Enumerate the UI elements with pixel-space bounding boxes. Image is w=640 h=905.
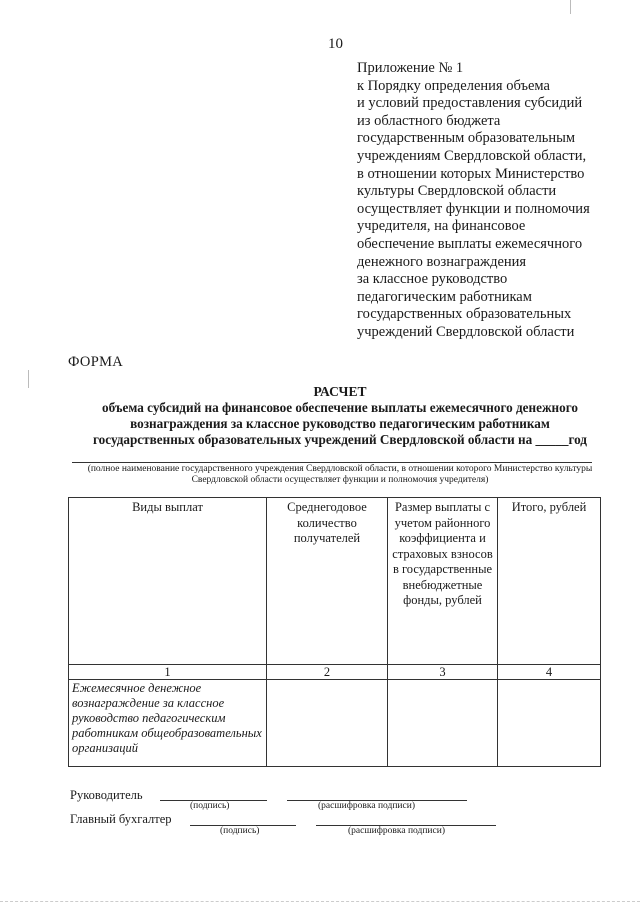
column-number: 1 [69,665,267,680]
head-decryption-caption: (расшифровка подписи) [318,801,415,811]
appendix-line: Приложение № 1 [357,60,464,76]
header-cell: Размер выплаты с учетом районного коэффициента и страховых взносов в государственные внебюджетные фонды, рублей [388,498,498,665]
header-cell: Виды выплат [69,498,267,665]
column-number-row [69,665,601,680]
appendix-line: педагогическим работникам [357,288,532,305]
appendix-line: за классное руководство [357,271,508,288]
appendix-line: государственным образовательным [357,130,576,147]
appendix-line: к Порядку определения объема [357,77,550,94]
form-label: ФОРМА [68,354,124,370]
head-label: Руководитель [70,788,143,802]
calculation-table [68,497,601,767]
head-signature-caption: (подпись) [190,801,230,811]
scan-artifact [570,0,571,14]
table-row [69,680,601,767]
accountant-decryption-caption: (расшифровка подписи) [348,826,445,836]
accountant-signature-caption: (подпись) [220,826,260,836]
recipients-cell[interactable] [267,680,388,767]
appendix-line: учредителя, на финансовое [357,218,526,235]
title-heading: РАСЧЕТ [313,384,367,399]
header-cell: Итого, рублей [498,498,601,665]
title-line: государственных образовательных учреждений Свердловской области на _____год [93,432,587,447]
institution-name-line[interactable] [72,462,592,463]
column-number: 4 [498,665,601,680]
column-number: 3 [388,665,498,680]
total-cell[interactable] [498,680,601,767]
table-header-row [69,498,601,665]
appendix-line: учреждений Свердловской области [357,323,575,340]
appendix-line: в отношении которых Министерство [357,165,585,182]
appendix-line: учреждениям Свердловской области, [357,147,587,164]
appendix-line: обеспечение выплаты ежемесячного [357,235,583,252]
scan-artifact [0,901,640,902]
appendix-block [357,60,617,342]
appendix-line: осуществляет функции и полномочия [357,200,590,217]
document-title [60,384,620,448]
title-line: объема субсидий на финансовое обеспечение выплаты ежемесячного денежного [101,400,578,415]
row-label: Ежемесячное денежное вознаграждение за классное руководство педагогическим работникам общеобразовательных организаций [69,680,267,767]
appendix-line: из областного бюджета [357,112,501,129]
institution-caption: (полное наименование государственного учреждения Свердловской области, в отношении которого Министерство культуры Свердловской области осуществляет функции и полномочия учредителя) [87,464,593,485]
column-number: 2 [267,665,388,680]
appendix-line: культуры Свердловской области [357,183,557,200]
page-number: 10 [328,36,343,52]
scan-artifact [28,370,29,388]
chief-accountant-label: Главный бухгалтер [70,812,172,826]
header-cell: Среднегодовое количество получателей [267,498,388,665]
appendix-line: денежного вознаграждения [357,253,527,270]
payment-size-cell[interactable] [388,680,498,767]
appendix-line: и условий предоставления субсидий [357,95,583,112]
title-line: вознаграждения за классное руководство педагогическим работникам [130,416,550,431]
appendix-line: государственных образовательных [357,306,572,323]
